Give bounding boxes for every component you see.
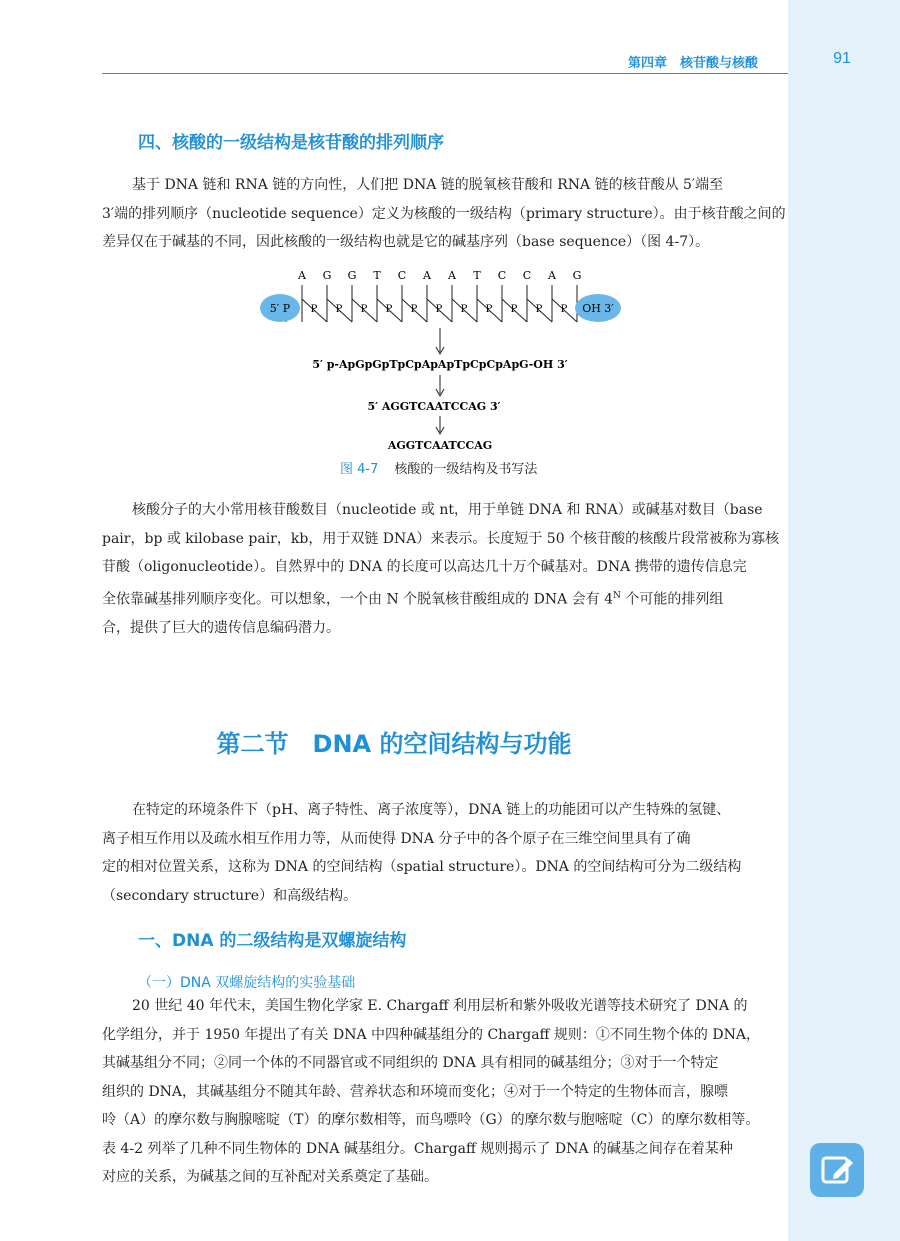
- page-number: 91: [833, 50, 851, 67]
- section-heading-primary-structure: 四、核酸的一级结构是核苷酸的排列顺序: [138, 133, 444, 153]
- base-letter: G: [347, 269, 357, 282]
- paragraph-line: 呤（A）的摩尔数与胸腺嘧啶（T）的摩尔数相等，而鸟嘌呤（G）的摩尔数与胞嘧啶（C）的摩尔数相等。: [102, 1112, 760, 1128]
- section-heading-double-helix: 一、DNA 的二级结构是双螺旋结构: [138, 931, 407, 951]
- phosphate-label: P: [535, 304, 543, 315]
- base-letter: G: [322, 269, 332, 282]
- phosphate-label: P: [385, 304, 393, 315]
- paragraph-primary-structure: [102, 171, 788, 257]
- phosphate-label: P: [335, 304, 343, 315]
- running-header-chapter: 第四章 核苷酸与核酸: [628, 56, 759, 71]
- paragraph-line: 离子相互作用以及疏水相互作用力等，从而使得 DNA 分子中的各个原子在三维空间里具有了确: [102, 830, 691, 847]
- paragraph-line: 组织的 DNA，其碱基组分不随其年龄、营养状态和环境而变化；④对于一个特定的生物体而言，腺嘌: [102, 1083, 729, 1100]
- paragraph-line: 对应的关系，为碱基之间的互补配对关系奠定了基础。: [102, 1169, 438, 1185]
- five-prime-end-label: 5′ P: [269, 302, 291, 315]
- figure-caption-number: 图 4-7: [340, 462, 379, 477]
- paragraph-line: 核酸分子的大小常用核苷酸数目（nucleotide 或 nt，用于单链 DNA 和 RNA）或碱基对数目（base: [132, 502, 763, 518]
- paragraph-line: 苷酸（oligonucleotide）。自然界中的 DNA 的长度可以高达几十万个碱基对。DNA 携带的遗传信息完: [102, 559, 747, 575]
- phosphate-label: P: [460, 304, 468, 315]
- paragraph-line: 在特定的环境条件下（pH、离子特性、离子浓度等），DNA 链上的功能团可以产生特殊的氢键、: [132, 802, 731, 818]
- phosphate-label: P: [410, 304, 418, 315]
- chapter-section-heading: 第二节 DNA 的空间结构与功能: [216, 730, 572, 758]
- paragraph-line: 化学组分，并于 1950 年提出了有关 DNA 中四种碱基组分的 Chargaff 规则：①不同生物个体的 DNA，: [102, 1026, 760, 1043]
- subsection-heading: （一）DNA 双螺旋结构的实验基础: [138, 975, 356, 991]
- paragraph-line: 3′端的排列顺序（nucleotide sequence）定义为核酸的一级结构（primary structure）。由于核苷酸之间的: [102, 205, 786, 222]
- paragraph-line: 基于 DNA 链和 RNA 链的方向性，人们把 DNA 链的脱氧核苷酸和 RNA 链的核苷酸从 5′端至: [132, 177, 724, 193]
- base-letter: T: [473, 269, 481, 282]
- paragraph-spatial-structure: [102, 796, 788, 910]
- phosphate-backbone-chain: [302, 285, 577, 322]
- paragraph-line: 合，提供了巨大的遗传信息编码潜力。: [102, 619, 340, 636]
- phosphate-label: P: [560, 304, 568, 315]
- paragraph-line: 表 4-2 列举了几种不同生物体的 DNA 碱基组分。Chargaff 规则揭示了 DNA 的碱基之间存在着某种: [102, 1140, 733, 1157]
- notation-shortest: AGGTCAATCCAG: [387, 439, 493, 452]
- base-letter: C: [522, 269, 532, 282]
- superscript: N: [613, 590, 621, 601]
- phosphate-label: P: [435, 304, 443, 315]
- paragraph-line: [102, 582, 788, 614]
- text-run: 全依靠碱基排列顺序变化。可以想象，一个由 N 个脱氧核苷酸组成的 DNA 会有 4: [102, 591, 613, 608]
- base-letter: G: [572, 269, 582, 282]
- base-letter: A: [423, 269, 431, 282]
- figure-caption: [340, 458, 537, 477]
- paragraph-line: 定的相对位置关系，这称为 DNA 的空间结构（spatial structure）。DNA 的空间结构可分为二级结构: [102, 859, 742, 875]
- notation-short: 5′ AGGTCAATCCAG 3′: [367, 400, 501, 413]
- edit-note-icon: [810, 1143, 864, 1197]
- notation-full: 5′ p-ApGpGpTpCpApApTpCpCpApG-OH 3′: [312, 358, 568, 371]
- paragraph-line: pair，bp 或 kilobase pair，kb，用于双链 DNA）来表示。长度短于 50 个核苷酸的核酸片段常被称为寡核: [102, 530, 780, 547]
- figure-caption-text: 核酸的一级结构及书写法: [394, 462, 538, 477]
- phosphate-label: P: [360, 304, 368, 315]
- base-letter: A: [548, 269, 556, 282]
- text-run: 个可能的排列组: [620, 591, 724, 608]
- paragraph-line: 差异仅在于碱基的不同，因此核酸的一级结构也就是它的碱基序列（base sequence）（图 4-7）。: [102, 234, 710, 250]
- base-letter: A: [298, 269, 306, 282]
- side-margin-strip: [788, 0, 900, 1241]
- paragraph-line: 其碱基组分不同；②同一个体的不同器官或不同组织的 DNA 具有相同的碱基组分；③对于一个特定: [102, 1055, 719, 1071]
- base-letter: C: [397, 269, 407, 282]
- phosphate-label: P: [310, 304, 318, 315]
- edit-note-button[interactable]: [810, 1143, 864, 1197]
- phosphate-label: P: [485, 304, 493, 315]
- three-prime-end-label: OH 3′: [582, 302, 614, 315]
- figure-nucleic-acid-structure: [250, 262, 650, 457]
- paragraph-line: 20 世纪 40 年代末，美国生物化学家 E. Chargaff 利用层析和紫外吸收光谱等技术研究了 DNA 的: [132, 998, 748, 1014]
- paragraph-line: （secondary structure）和高级结构。: [102, 887, 358, 904]
- base-letter: A: [448, 269, 456, 282]
- paragraph-chargaff: [102, 992, 788, 1192]
- base-letter: T: [373, 269, 381, 282]
- base-letter: C: [497, 269, 507, 282]
- base-letters: [297, 269, 581, 282]
- header-divider: [102, 73, 788, 74]
- paragraph-nucleic-acid-size: [102, 496, 788, 642]
- phosphate-label: P: [510, 304, 518, 315]
